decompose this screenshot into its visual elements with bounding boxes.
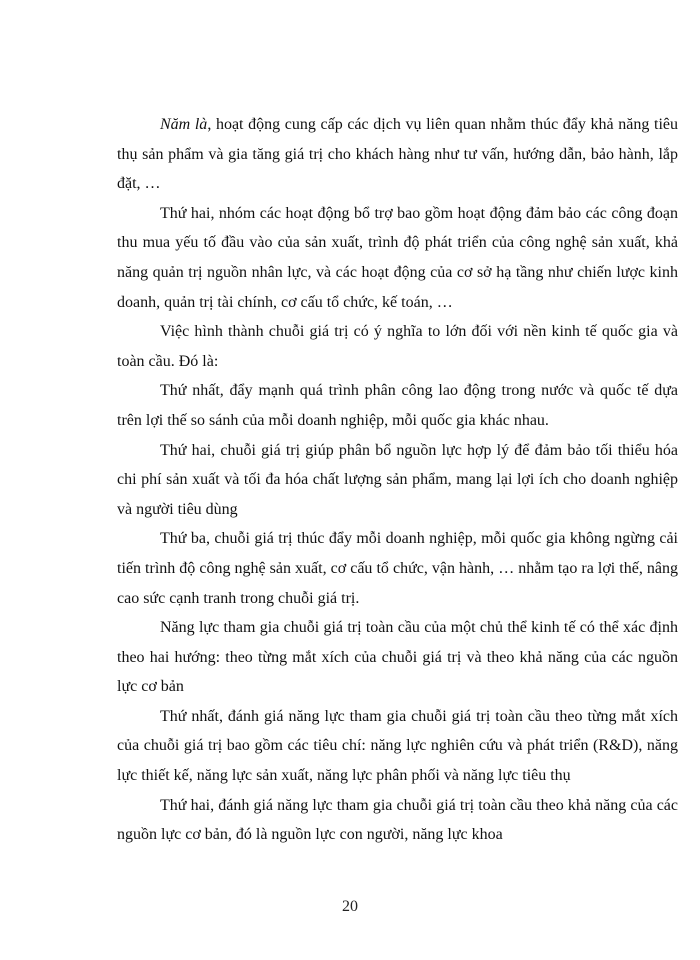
paragraph-lead: Năm là <box>160 116 208 133</box>
paragraph-8: Thứ nhất, đánh giá năng lực tham gia chuỗi giá trị toàn cầu theo từng mắt xích của chuỗi giá trị bao gồm các tiêu chí: năng lực nghiên cứu và phát triển (R&D), năng lực thiết kế, năng lực sản xuất, năng lực phân phối và năng lực tiêu thụ <box>117 707 678 785</box>
paragraph-4: Thứ nhất, đẩy mạnh quá trình phân công lao động trong nước và quốc tế dựa trên lợi thế so sánh của mỗi doanh nghiệp, mỗi quốc gia khác nhau. <box>117 382 678 429</box>
paragraph-9: Thứ hai, đánh giá năng lực tham gia chuỗi giá trị toàn cầu theo khả năng của các nguồn lực cơ bản, đó là nguồn lực con người, năng lực khoa <box>117 796 678 844</box>
paragraph-5: Thứ hai, chuỗi giá trị giúp phân bổ nguồn lực hợp lý để đảm bảo tối thiểu hóa chi phí sản xuất và tối đa hóa chất lượng sản phẩm, mang lại lợi ích cho doanh nghiệp và người tiêu dùng <box>117 441 678 518</box>
paragraph-3: Việc hình thành chuỗi giá trị có ý nghĩa to lớn đối với nền kinh tế quốc gia và toàn cầu. Đó là: <box>117 323 678 370</box>
paragraph-text: , hoạt động cung cấp các dịch vụ liên quan nhằm thúc đẩy khả năng tiêu thụ sản phẩm và gia tăng giá trị cho khách hàng như tư vấn, hướng dẫn, bảo hành, lắp đặt, … <box>117 116 679 193</box>
paragraph-1 <box>117 110 678 199</box>
body-text <box>117 110 678 850</box>
paragraph-6: Thứ ba, chuỗi giá trị thúc đẩy mỗi doanh nghiệp, mỗi quốc gia không ngừng cải tiến trình độ công nghệ sản xuất, cơ cấu tổ chức, vận hành, … nhằm tạo ra lợi thế, nâng cao sức cạnh tranh trong chuỗi giá trị. <box>117 530 678 607</box>
paragraph-7: Năng lực tham gia chuỗi giá trị toàn cầu của một chủ thể kinh tế có thể xác định theo hai hướng: theo từng mắt xích của chuỗi giá trị và theo khả năng của các nguồn lực cơ bản <box>117 619 678 696</box>
paragraph-2: Thứ hai, nhóm các hoạt động bổ trợ bao gồm hoạt động đảm bảo các công đoạn thu mua yếu tố đầu vào của sản xuất, trình độ phát triển của công nghệ sản xuất, khả năng quản trị nguồn nhân lực, và các hoạt động của cơ sở hạ tầng như chiến lược kinh doanh, quản trị tài chính, cơ cấu tổ chức, kế toán, … <box>117 204 678 311</box>
page-number: 20 <box>342 898 358 915</box>
